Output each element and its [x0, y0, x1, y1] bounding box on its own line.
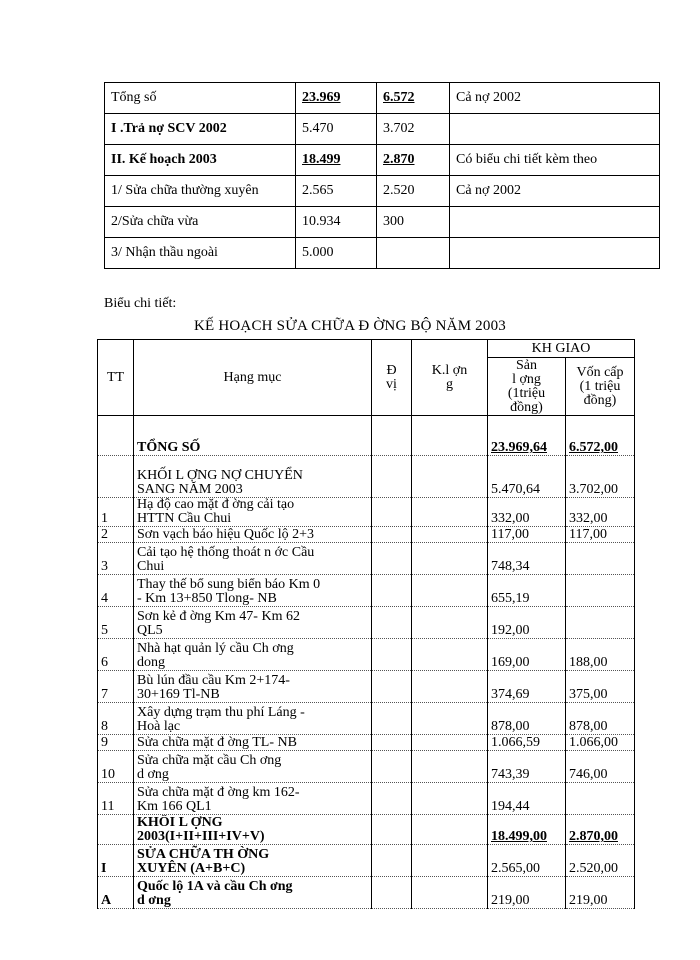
detail-cell-item: Sơn vạch báo hiệu Quốc lộ 2+3 — [134, 527, 372, 543]
detail-cell-prod: 878,00 — [488, 703, 566, 735]
detail-cell-tt: 9 — [98, 735, 134, 751]
detail-cell-item: TỔNG SỐ — [134, 416, 372, 456]
detail-cell-empty — [372, 575, 412, 607]
summary-cell-b: 3.702 — [377, 114, 450, 145]
detail-cell-capital — [566, 607, 635, 639]
detail-cell-prod: 743,39 — [488, 751, 566, 783]
header-prod: Sản l ợng (1triệu đồng) — [488, 358, 566, 416]
detail-cell-tt: 6 — [98, 639, 134, 671]
summary-cell-a: 18.499 — [296, 145, 377, 176]
detail-cell-tt: A — [98, 877, 134, 909]
detail-row — [98, 671, 635, 703]
detail-cell-empty — [412, 543, 488, 575]
detail-cell-empty — [412, 783, 488, 815]
detail-cell-capital — [566, 783, 635, 815]
detail-row — [98, 498, 635, 527]
header-group: KH GIAO — [488, 340, 635, 358]
detail-cell-capital: 2.870,00 — [566, 815, 635, 845]
detail-cell-tt: 5 — [98, 607, 134, 639]
detail-row — [98, 575, 635, 607]
detail-cell-empty — [412, 575, 488, 607]
detail-row — [98, 783, 635, 815]
detail-cell-empty — [412, 815, 488, 845]
detail-cell-empty — [412, 527, 488, 543]
summary-cell-b: 6.572 — [377, 83, 450, 114]
detail-cell-empty — [412, 735, 488, 751]
summary-cell-label: 2/Sửa chữa vừa — [105, 207, 296, 238]
summary-cell-note — [450, 207, 660, 238]
detail-row — [98, 543, 635, 575]
detail-cell-tt: 4 — [98, 575, 134, 607]
detail-caption: Biểu chi tiết: — [104, 296, 177, 311]
detail-cell-capital: 188,00 — [566, 639, 635, 671]
summary-cell-a: 2.565 — [296, 176, 377, 207]
summary-cell-a: 23.969 — [296, 83, 377, 114]
detail-cell-prod: 194,44 — [488, 783, 566, 815]
detail-cell-empty — [372, 703, 412, 735]
summary-row — [105, 145, 660, 176]
detail-cell-item: Cải tạo hệ thống thoát n ớc Cầu Chui — [134, 543, 372, 575]
detail-row — [98, 735, 635, 751]
summary-table — [104, 82, 660, 269]
detail-cell-empty — [372, 639, 412, 671]
detail-cell-empty — [372, 456, 412, 498]
detail-cell-empty — [372, 671, 412, 703]
detail-cell-prod: 117,00 — [488, 527, 566, 543]
detail-cell-tt: 3 — [98, 543, 134, 575]
summary-cell-b: 300 — [377, 207, 450, 238]
summary-row — [105, 83, 660, 114]
detail-cell-prod: 2.565,00 — [488, 845, 566, 877]
summary-row — [105, 207, 660, 238]
detail-cell-item: Nhà hạt quản lý cầu Ch ơng dong — [134, 639, 372, 671]
detail-cell-capital — [566, 575, 635, 607]
detail-cell-tt — [98, 416, 134, 456]
detail-cell-item: Thay thế bổ sung biển báo Km 0 - Km 13+850 Tlong- NB — [134, 575, 372, 607]
detail-cell-tt: 11 — [98, 783, 134, 815]
detail-cell-item: Sửa chữa mặt cầu Ch ơng d ơng — [134, 751, 372, 783]
detail-cell-capital: 6.572,00 — [566, 416, 635, 456]
detail-cell-tt: 7 — [98, 671, 134, 703]
detail-cell-item: Bù lún đầu cầu Km 2+174- 30+169 Tl-NB — [134, 671, 372, 703]
detail-row — [98, 751, 635, 783]
detail-cell-prod: 18.499,00 — [488, 815, 566, 845]
detail-cell-empty — [372, 751, 412, 783]
summary-cell-a: 5.470 — [296, 114, 377, 145]
detail-cell-item: Sửa chữa mặt đ ờng km 162- Km 166 QL1 — [134, 783, 372, 815]
detail-cell-item: Hạ độ cao mặt đ ờng cải tạo HTTN Cầu Chui — [134, 498, 372, 527]
summary-cell-label: II. Kế hoạch 2003 — [105, 145, 296, 176]
detail-cell-empty — [372, 735, 412, 751]
summary-cell-note — [450, 238, 660, 269]
detail-row — [98, 845, 635, 877]
summary-cell-note: Có biểu chi tiết kèm theo — [450, 145, 660, 176]
detail-row — [98, 527, 635, 543]
detail-cell-prod: 1.066,59 — [488, 735, 566, 751]
detail-cell-empty — [372, 845, 412, 877]
detail-cell-capital: 746,00 — [566, 751, 635, 783]
summary-cell-note — [450, 114, 660, 145]
detail-cell-prod: 332,00 — [488, 498, 566, 527]
detail-row — [98, 703, 635, 735]
detail-cell-empty — [372, 416, 412, 456]
detail-cell-prod: 748,34 — [488, 543, 566, 575]
detail-cell-empty — [412, 639, 488, 671]
detail-cell-tt: 8 — [98, 703, 134, 735]
header-item: Hạng mục — [134, 340, 372, 416]
detail-cell-prod: 192,00 — [488, 607, 566, 639]
header-unit: Đ vị — [372, 340, 412, 416]
detail-cell-capital: 2.520,00 — [566, 845, 635, 877]
detail-cell-item: Sơn kẻ đ ờng Km 47- Km 62 QL5 — [134, 607, 372, 639]
detail-table — [97, 339, 635, 909]
detail-cell-tt — [98, 815, 134, 845]
detail-cell-prod: 23.969,64 — [488, 416, 566, 456]
detail-cell-prod: 5.470,64 — [488, 456, 566, 498]
detail-cell-empty — [412, 671, 488, 703]
plan-title: KẾ HOẠCH SỬA CHỮA Đ ỜNG BỘ NĂM 2003 — [194, 318, 506, 334]
summary-cell-note: Cả nợ 2002 — [450, 176, 660, 207]
detail-cell-empty — [372, 607, 412, 639]
detail-cell-capital: 375,00 — [566, 671, 635, 703]
detail-cell-capital: 1.066,00 — [566, 735, 635, 751]
detail-row — [98, 607, 635, 639]
detail-cell-empty — [372, 527, 412, 543]
detail-cell-empty — [372, 815, 412, 845]
detail-cell-empty — [412, 456, 488, 498]
detail-cell-capital — [566, 543, 635, 575]
detail-cell-prod: 169,00 — [488, 639, 566, 671]
detail-cell-item: KHỐI L ỢNG NỢ CHUYỂN SANG NĂM 2003 — [134, 456, 372, 498]
detail-cell-empty — [412, 416, 488, 456]
summary-cell-label: Tổng số — [105, 83, 296, 114]
summary-cell-b: 2.870 — [377, 145, 450, 176]
detail-cell-capital: 878,00 — [566, 703, 635, 735]
detail-cell-prod: 219,00 — [488, 877, 566, 909]
detail-cell-empty — [412, 498, 488, 527]
header-qty: K.l ợn g — [412, 340, 488, 416]
detail-row — [98, 815, 635, 845]
summary-row — [105, 176, 660, 207]
detail-row — [98, 639, 635, 671]
summary-cell-b: 2.520 — [377, 176, 450, 207]
detail-cell-item: Xây dựng trạm thu phí Láng - Hoà lạc — [134, 703, 372, 735]
detail-cell-empty — [372, 877, 412, 909]
detail-row — [98, 416, 635, 456]
detail-row — [98, 877, 635, 909]
summary-cell-label: I .Trả nợ SCV 2002 — [105, 114, 296, 145]
detail-cell-item: SỬA CHỮA TH ỜNG XUYÊN (A+B+C) — [134, 845, 372, 877]
header-capital: Vốn cấp (1 triệu đồng) — [566, 358, 635, 416]
summary-cell-label: 1/ Sửa chữa thường xuyên — [105, 176, 296, 207]
detail-cell-prod: 374,69 — [488, 671, 566, 703]
detail-cell-item: Quốc lộ 1A và cầu Ch ơng d ơng — [134, 877, 372, 909]
detail-cell-tt: 1 — [98, 498, 134, 527]
detail-cell-capital: 3.702,00 — [566, 456, 635, 498]
summary-row — [105, 114, 660, 145]
detail-cell-empty — [372, 498, 412, 527]
header-tt: TT — [98, 340, 134, 416]
detail-cell-empty — [412, 703, 488, 735]
detail-cell-tt: 10 — [98, 751, 134, 783]
summary-cell-a: 5.000 — [296, 238, 377, 269]
detail-cell-capital: 219,00 — [566, 877, 635, 909]
detail-cell-capital: 332,00 — [566, 498, 635, 527]
detail-cell-tt — [98, 456, 134, 498]
summary-cell-note: Cả nợ 2002 — [450, 83, 660, 114]
detail-cell-empty — [412, 877, 488, 909]
summary-cell-label: 3/ Nhận thầu ngoài — [105, 238, 296, 269]
detail-cell-capital: 117,00 — [566, 527, 635, 543]
detail-cell-empty — [412, 845, 488, 877]
detail-row — [98, 456, 635, 498]
detail-cell-tt: I — [98, 845, 134, 877]
summary-cell-a: 10.934 — [296, 207, 377, 238]
summary-cell-b — [377, 238, 450, 269]
summary-row — [105, 238, 660, 269]
detail-cell-empty — [372, 783, 412, 815]
detail-cell-tt: 2 — [98, 527, 134, 543]
detail-cell-empty — [412, 607, 488, 639]
detail-cell-prod: 655,19 — [488, 575, 566, 607]
detail-cell-item: Sửa chữa mặt đ ờng TL- NB — [134, 735, 372, 751]
detail-cell-empty — [412, 751, 488, 783]
detail-cell-empty — [372, 543, 412, 575]
detail-cell-item: KHỐI L ỢNG 2003(I+II+III+IV+V) — [134, 815, 372, 845]
